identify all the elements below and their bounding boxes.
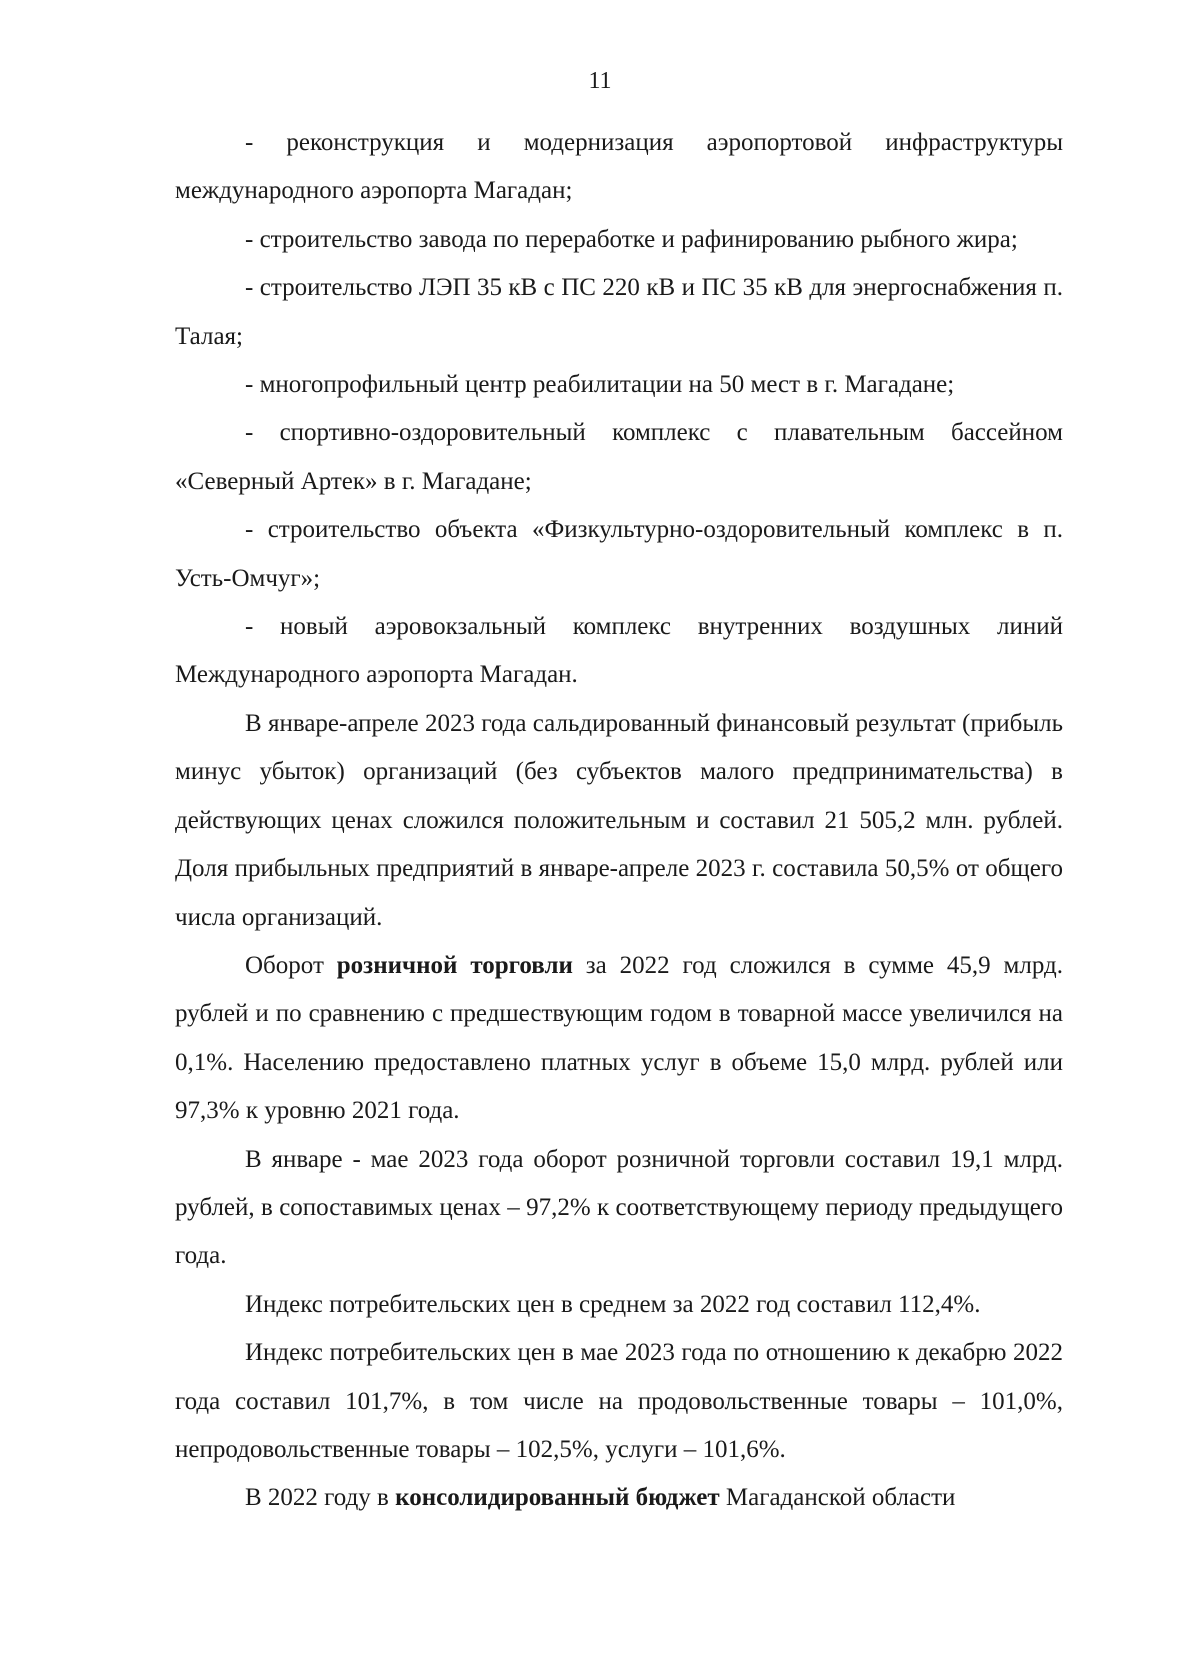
page-number: 11 [588,68,612,94]
retail-text-before: Оборот [245,951,337,979]
paragraph-retail-jan-may: В январе - мае 2023 года оборот розничной торговли составил 19,1 млрд. рублей, в сопоставимых ценах – 97,2% к соответствующему периоду предыдущего года. [175,1145,1063,1270]
retail-bold-term: розничной торговли [336,951,573,979]
paragraph-budget [175,1474,1063,1522]
paragraph-air-terminal: - новый аэровокзальный комплекс внутренних воздушных линий Международного аэропорта Магадан. [175,613,1063,689]
paragraph-sports-complex: - спортивно-оздоровительный комплекс с плавательным бассейном «Северный Артек» в г. Магадане; [175,419,1063,495]
paragraph-cpi-may: Индекс потребительских цен в мае 2023 года по отношению к декабрю 2022 года составил 101,7%, в том числе на продовольственные товары – 101,0%, непродовольственные товары – 102,5%, услуги – 101,6%. [175,1339,1063,1463]
budget-text-after: Магаданской области [719,1484,956,1512]
paragraph-airport-reconstruction: - реконструкция и модернизация аэропортовой инфраструктуры международного аэропорта Магадан; [175,129,1063,205]
budget-text-before: В 2022 году в [245,1484,396,1512]
document-body [175,119,1063,1523]
paragraph-rehab-center: - многопрофильный центр реабилитации на 50 мест в г. Магадане; [245,371,955,399]
paragraph-fish-oil-plant: - строительство завода по переработке и рафинированию рыбного жира; [245,225,1018,253]
paragraph-power-line: - строительство ЛЭП 35 кВ с ПС 220 кВ и ПС 35 кВ для энергоснабжения п. Талая; [175,274,1063,350]
budget-bold-term: консолидированный бюджет [395,1484,720,1512]
paragraph-cpi-2022: Индекс потребительских цен в среднем за 2022 год составил 112,4%. [245,1290,981,1318]
retail-text-after: за 2022 год сложился в сумме 45,9 млрд. рублей и по сравнению с предшествующим годом в товарной массе увеличился на 0,1%. Населению предоставлено платных услуг в объеме 15,0 млрд. рублей или 97,3% к уровню 2021 года. [175,951,1063,1125]
paragraph-fitness-complex: - строительство объекта «Физкультурно-оздоровительный комплекс в п. Усть-Омчуг»; [175,516,1063,592]
paragraph-financial-result: В январе-апреле 2023 года сальдированный финансовый результат (прибыль минус убыток) организаций (без субъектов малого предпринимательства) в действующих ценах сложился положительным и составил 21 505,2 млн. рублей. Доля прибыльных предприятий в январе-апреле 2023 г. составила 50,5% от общего числа организаций. [175,709,1063,931]
paragraph-retail-turnover [175,942,1063,1136]
